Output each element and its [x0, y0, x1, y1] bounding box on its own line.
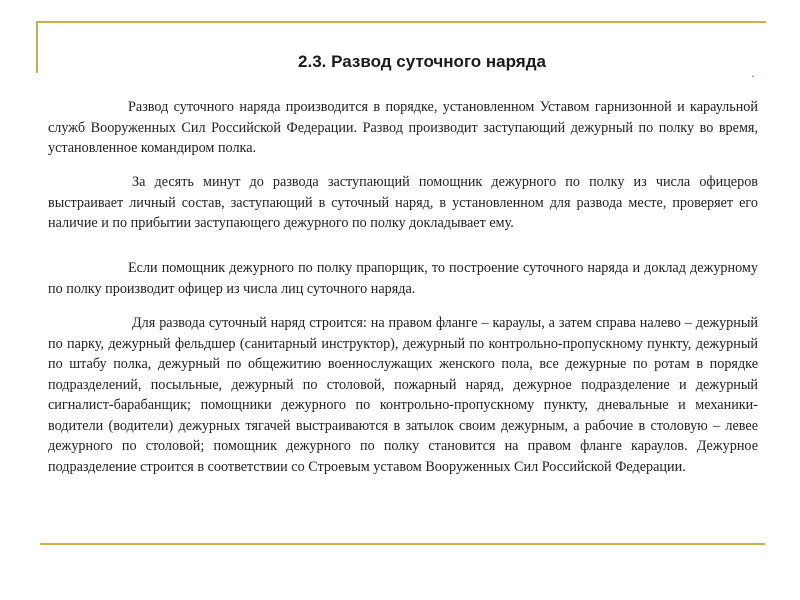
top-border-line	[36, 21, 766, 23]
paragraph-2-text: За десять минут до развода заступающий помощник дежурного по полку из числа офицеров выстраивает личный состав, заступающий в суточный наряд, в установленном для развода месте, проверяет его наличие и по прибытии заступающего дежурного по полку докладывает ему.	[48, 174, 758, 231]
paragraph-4	[48, 313, 758, 477]
paragraph-4-text: Для развода суточный наряд строится: на правом фланге – караулы, а затем справа налево – дежурный по парку, дежурный фельдшер (санитарный инструктор), дежурный по контрольно-пропускному пункту, дежурный по штабу полка, дежурный по общежитию военнослужащих женского пола, все дежурные по ротам в порядке подразделений, посыльные, дежурный по столовой, пожарный наряд, дежурное подразделение и дежурный сигналист-барабанщик; помощники дежурного по контрольно-пропускному пункту, дневальные и механики-водители (водители) дежурных тягачей выстраиваются в затылок своим дежурным, а рабочие в столовую – левее дежурного по столовой; помощник дежурного по полку становится на правом фланге караулов. Дежурное подразделение строится в соответствии со Строевым уставом Вооруженных Сил Российской Федерации.	[48, 315, 758, 475]
decorative-dot: .	[751, 64, 755, 80]
paragraph-3-text: Если помощник дежурного по полку прапорщик, то построение суточного наряда и доклад дежурному по полку производит офицер из числа лиц суточного наряда.	[48, 260, 758, 297]
bottom-border-line	[40, 543, 765, 545]
paragraph-1-text: Развод суточного наряда производится в порядке, установленном Уставом гарнизонной и караульной служб Вооруженных Сил Российской Федерации. Развод производит заступающий дежурный по полку во время, установленное командиром полка.	[48, 99, 758, 156]
paragraph-1	[48, 97, 758, 159]
page-title: 2.3. Развод суточного наряда	[298, 52, 546, 71]
paragraph-2	[48, 172, 758, 234]
paragraph-3	[48, 258, 758, 299]
